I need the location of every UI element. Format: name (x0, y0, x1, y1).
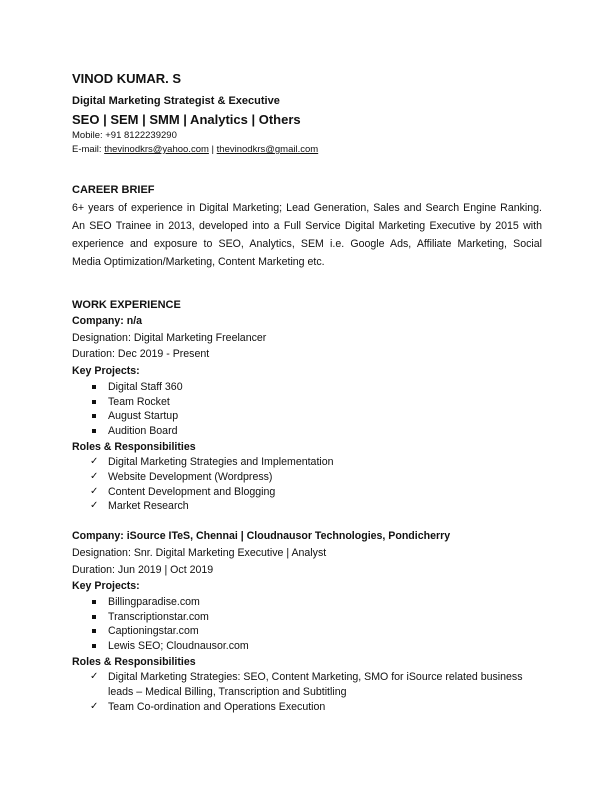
project-item: Transcriptionstar.com (72, 610, 542, 625)
job-company: Company: iSource ITeS, Chennai | Cloudnausor Technologies, Pondicherry (72, 530, 451, 543)
role-text: Digital Marketing Strategies: SEO, Content Marketing, SMO for iSource related business leads – Medical Billing, Transcription and Subtitling (108, 671, 523, 699)
resume-page (72, 70, 542, 715)
email-line (72, 143, 542, 157)
checkmark-icon: ✓ (90, 700, 99, 712)
job-duration: Duration: Jun 2019 | Oct 2019 (72, 563, 214, 576)
job-designation: Designation: Snr. Digital Marketing Executive | Analyst (72, 546, 327, 559)
career-brief-text (72, 199, 542, 271)
job-company: Company: n/a (72, 315, 143, 327)
job-entry (72, 313, 542, 514)
job-entry (72, 528, 542, 714)
key-projects-label: Key Projects: (72, 365, 140, 378)
role-item (72, 499, 542, 514)
project-item: August Startup (72, 409, 542, 424)
roles-label: Roles & Responsibilities (72, 655, 196, 668)
career-brief-heading: CAREER BRIEF (72, 184, 155, 196)
role-item (72, 485, 542, 500)
key-projects-label: Key Projects: (72, 580, 140, 593)
job-duration: Duration: Dec 2019 - Present (72, 348, 210, 361)
email-link-gmail[interactable]: thevinodkrs@gmail.com (216, 144, 319, 155)
project-item: Team Rocket (72, 395, 542, 410)
spacer (72, 514, 542, 528)
checkmark-icon: ✓ (90, 485, 99, 497)
role-item (72, 455, 542, 470)
work-experience-heading: WORK EXPERIENCE (72, 299, 181, 311)
roles-label: Roles & Responsibilities (72, 440, 196, 453)
role-text: Team Co-ordination and Operations Execution (108, 700, 326, 713)
roles-list (72, 455, 542, 514)
checkmark-icon: ✓ (90, 671, 99, 683)
roles-list (72, 670, 542, 714)
role-text: Market Research (108, 500, 189, 513)
checkmark-icon: ✓ (90, 456, 99, 468)
key-projects-list (72, 595, 542, 654)
job-designation: Designation: Digital Marketing Freelancer (72, 331, 267, 344)
checkmark-icon: ✓ (90, 500, 99, 512)
email-link-yahoo[interactable]: thevinodkrs@yahoo.com (104, 144, 209, 155)
project-item: Billingparadise.com (72, 595, 542, 610)
career-line: Media Optimization/Marketing, Content Marketing etc. (72, 256, 325, 268)
career-line: 6+ years of experience in Digital Marketing; Lead Generation, Sales and Search Engine Ranking. (72, 202, 542, 214)
role-item (72, 470, 542, 485)
career-line: experience and exposure to SEO, Analytics, SEM i.e. Google Ads, Affiliate Marketing, Social (72, 238, 542, 250)
project-item: Lewis SEO; Cloudnausor.com (72, 639, 542, 654)
checkmark-icon: ✓ (90, 471, 99, 483)
project-item: Digital Staff 360 (72, 380, 542, 395)
project-item: Audition Board (72, 424, 542, 439)
role-text: Digital Marketing Strategies and Implementation (108, 456, 334, 469)
key-projects-list (72, 380, 542, 439)
role-text: Content Development and Blogging (108, 485, 276, 498)
candidate-title: Digital Marketing Strategist & Executive (72, 95, 280, 107)
project-item: Captioningstar.com (72, 624, 542, 639)
email-separator: | (208, 144, 217, 155)
mobile-line: Mobile: +91 8122239290 (72, 130, 177, 141)
role-text: Website Development (Wordpress) (108, 471, 273, 484)
skills-line: SEO | SEM | SMM | Analytics | Others (72, 112, 301, 127)
email-label: E-mail: (72, 144, 105, 155)
career-line: An SEO Trainee in 2013, developed into a Full Service Digital Marketing Executive by 2015 with (72, 220, 542, 232)
role-item (72, 670, 542, 699)
candidate-name: VINOD KUMAR. S (72, 71, 182, 86)
role-item (72, 700, 542, 715)
